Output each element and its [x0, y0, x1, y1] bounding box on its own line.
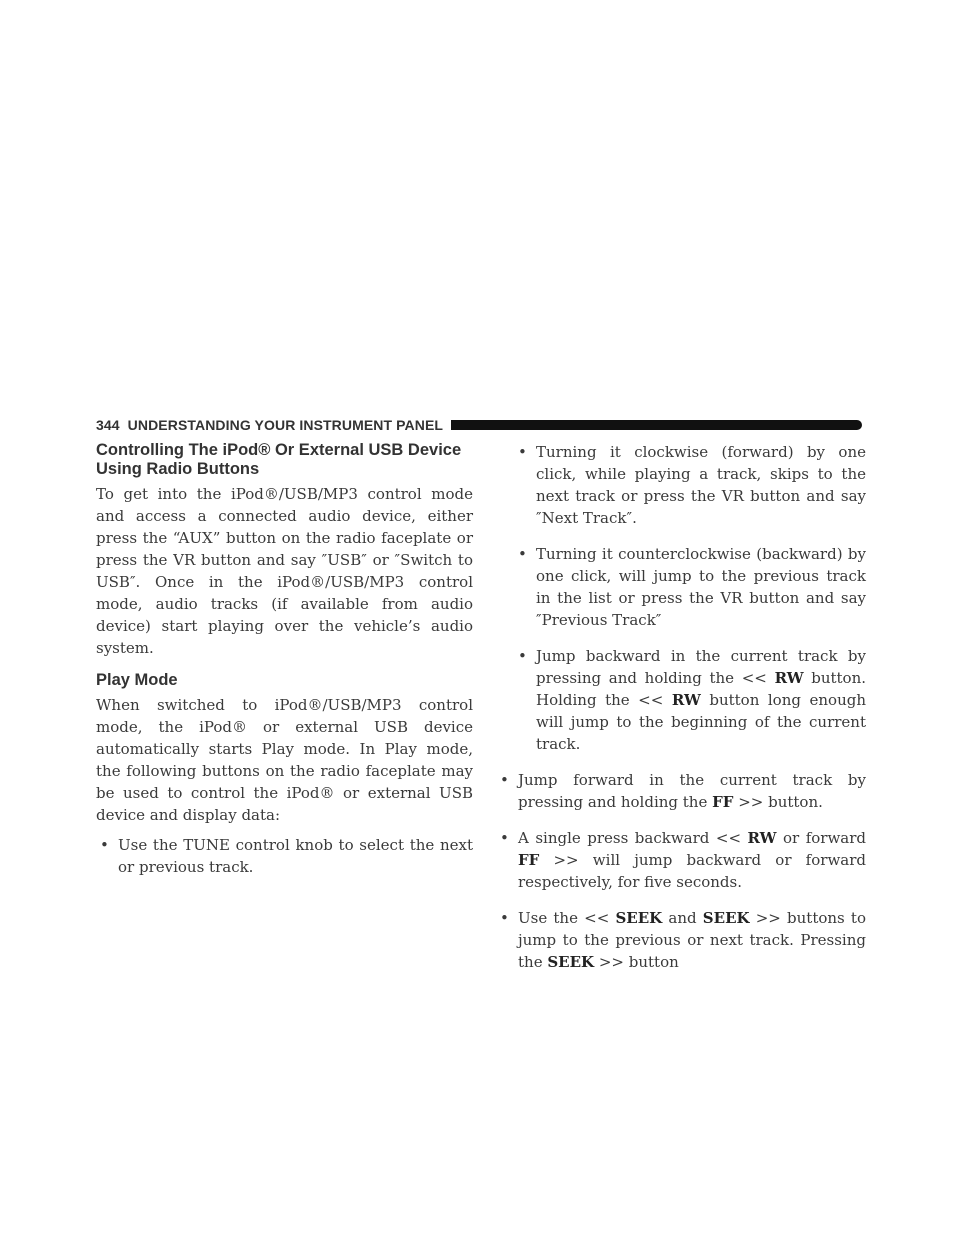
- bullet-icon: •: [500, 771, 509, 789]
- seek-key: SEEK: [547, 953, 595, 971]
- list-item: • Jump backward in the current track by pressing and holding the << RW button. Holding the << RW button long enough will jump to the beginning of the current track.: [518, 647, 867, 753]
- bullet-icon: •: [518, 443, 527, 461]
- list-item: • Use the TUNE control knob to select the next or previous track.: [100, 836, 473, 876]
- bullet-icon: •: [518, 647, 527, 665]
- page-header: [96, 416, 862, 434]
- ff-key: FF: [712, 793, 734, 811]
- bullet-icon: •: [100, 836, 109, 854]
- right-column: [496, 441, 866, 987]
- header-rule: [451, 420, 862, 430]
- bullet-icon: •: [500, 829, 509, 847]
- rw-key: RW: [747, 829, 777, 847]
- list-item: • Use the << SEEK and SEEK >> buttons to jump to the previous or next track. Pressing the SEEK >> button: [500, 909, 866, 971]
- page-number: 344: [96, 417, 120, 433]
- header-label: [96, 417, 443, 433]
- seek-key: SEEK: [702, 909, 750, 927]
- section-heading-play-mode: Play Mode: [96, 671, 178, 689]
- rw-key: RW: [774, 669, 804, 687]
- bullet-icon: •: [500, 909, 509, 927]
- bullet-list-right: [496, 441, 866, 973]
- list-item: • Jump forward in the current track by pressing and holding the FF >> button.: [500, 771, 866, 811]
- play-mode-paragraph: When switched to iPod®/USB/MP3 control mode, the iPod® or external USB device automatically starts Play mode. In Play mode, the following buttons on the radio faceplate may be used to control the iPod® or external USB device and display data:: [96, 696, 473, 824]
- list-item: • Turning it counterclockwise (backward) by one click, will jump to the previous track in the list or press the VR button and say ″Previous Track″: [518, 545, 866, 629]
- section-title: UNDERSTANDING YOUR INSTRUMENT PANEL: [127, 417, 444, 433]
- section-heading-ipod-control: Controlling The iPod® Or External USB Device Using Radio Buttons: [96, 441, 462, 478]
- bullet-icon: •: [518, 545, 527, 563]
- left-column: [96, 441, 473, 892]
- list-item: • A single press backward << RW or forward FF >> will jump backward or forward respectively, for five seconds.: [500, 829, 866, 891]
- bullet-list-left: [96, 834, 473, 878]
- rw-key: RW: [671, 691, 701, 709]
- seek-key: SEEK: [615, 909, 663, 927]
- intro-paragraph: To get into the iPod®/USB/MP3 control mode and access a connected audio device, either press the “AUX” button on the radio faceplate or press the VR button and say ″USB″ or ″Switch to USB″. Once in the iPod®/USB/MP3 control mode, audio tracks (if available from audio device) start playing over the vehicle’s audio system.: [96, 485, 473, 657]
- ff-key: FF: [518, 851, 540, 869]
- list-item: • Turning it clockwise (forward) by one click, while playing a track, skips to the next track or press the VR button and say ″Next Track″.: [518, 443, 866, 527]
